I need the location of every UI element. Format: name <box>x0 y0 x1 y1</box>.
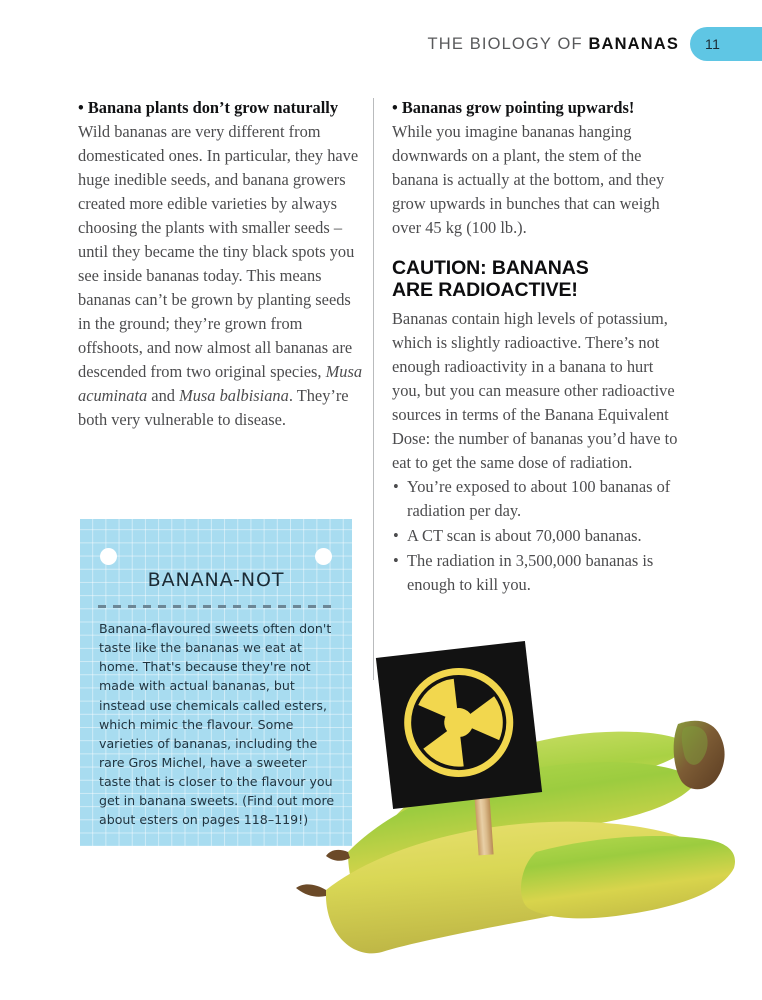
banana-photo <box>286 640 762 970</box>
left-column <box>78 96 364 445</box>
page-number-tab <box>690 27 762 61</box>
punch-hole-left-icon <box>100 548 117 565</box>
caution-heading <box>392 257 686 301</box>
radioactive-sign <box>376 641 542 809</box>
right-column <box>392 96 686 598</box>
left-column-body-1: Wild bananas are very different from domesticated ones. In particular, they have huge inedible seeds, and banana growers created more edible varieties by always choosing the plants with smaller seeds – until they became the tiny black spots you see inside bananas today. This means bananas can’t be grown by planting seeds in the ground; they’re grown from offshoots, and now almost all bananas are descended from two original species, <box>78 122 359 382</box>
page-header <box>428 27 762 61</box>
note-card-divider <box>98 605 334 608</box>
radiation-facts-list <box>392 475 686 597</box>
caution-heading-line-1: CAUTION: BANANAS <box>392 257 589 280</box>
caution-heading-line-2: ARE RADIOACTIVE! <box>392 279 578 302</box>
page-title <box>428 35 690 54</box>
note-card-title: BANANA-NOT <box>147 569 285 591</box>
right-column-lead: Bananas grow pointing upwards! <box>401 98 635 117</box>
page-title-regular: THE BIOLOGY OF <box>427 34 589 53</box>
list-item: • The radiation in 3,500,000 bananas is enough to kill you. <box>392 549 686 597</box>
radiation-trefoil-icon <box>395 658 523 786</box>
left-column-body-3: . They’re both very vulnerable to disease. <box>78 386 349 430</box>
column-divider <box>373 98 374 680</box>
right-column-paragraph-1: While you imagine bananas hanging downwards on a plant, the stem of the banana is actually at the bottom, and they grow upwards in bunches that can weigh over 45 kg (100 lb.). <box>392 122 665 238</box>
species-name-acuminata: Musa acuminata <box>78 362 363 406</box>
left-column-body-2: and <box>147 386 180 406</box>
page-title-bold: BANANAS <box>588 34 679 53</box>
bullet-marker: • <box>78 98 84 117</box>
trefoil-wrap <box>395 658 524 791</box>
punch-hole-right-icon <box>315 548 332 565</box>
radioactive-paragraph: Bananas contain high levels of potassium, which is slightly radioactive. There’s not enough radioactivity in a banana to hurt you, but you can measure other radioactive sources in terms of the Banana Equivalent Dose: the number of bananas you’d have to eat to get the same dose of radiation. <box>392 308 678 472</box>
right-column-intro-paragraph <box>392 96 686 240</box>
bullet-marker: • <box>392 98 398 117</box>
left-column-paragraph <box>78 96 364 432</box>
page-number: 11 <box>705 36 721 52</box>
left-column-lead: Banana plants don’t grow naturally <box>87 98 339 117</box>
banana-right <box>521 836 735 918</box>
note-card-body: Banana-flavoured sweets often don't taste like the bananas we eat at home. That's because they're not made with actual bananas, but instead use chemicals called esters, which mimic the flavour. Some varieties of bananas, including the rare Gros Michel, have a sweeter taste that is closer to the flavour you get in banana sweets. (Find out more about esters on pages 118–119!) <box>99 621 335 828</box>
list-item: • A CT scan is about 70,000 bananas. <box>392 524 686 548</box>
list-item: • You’re exposed to about 100 bananas of radiation per day. <box>392 475 686 523</box>
banana-tip-left-upper <box>326 850 350 861</box>
species-name-balbisiana: Musa balbisiana <box>179 386 289 406</box>
banana-tip-left <box>296 884 326 896</box>
